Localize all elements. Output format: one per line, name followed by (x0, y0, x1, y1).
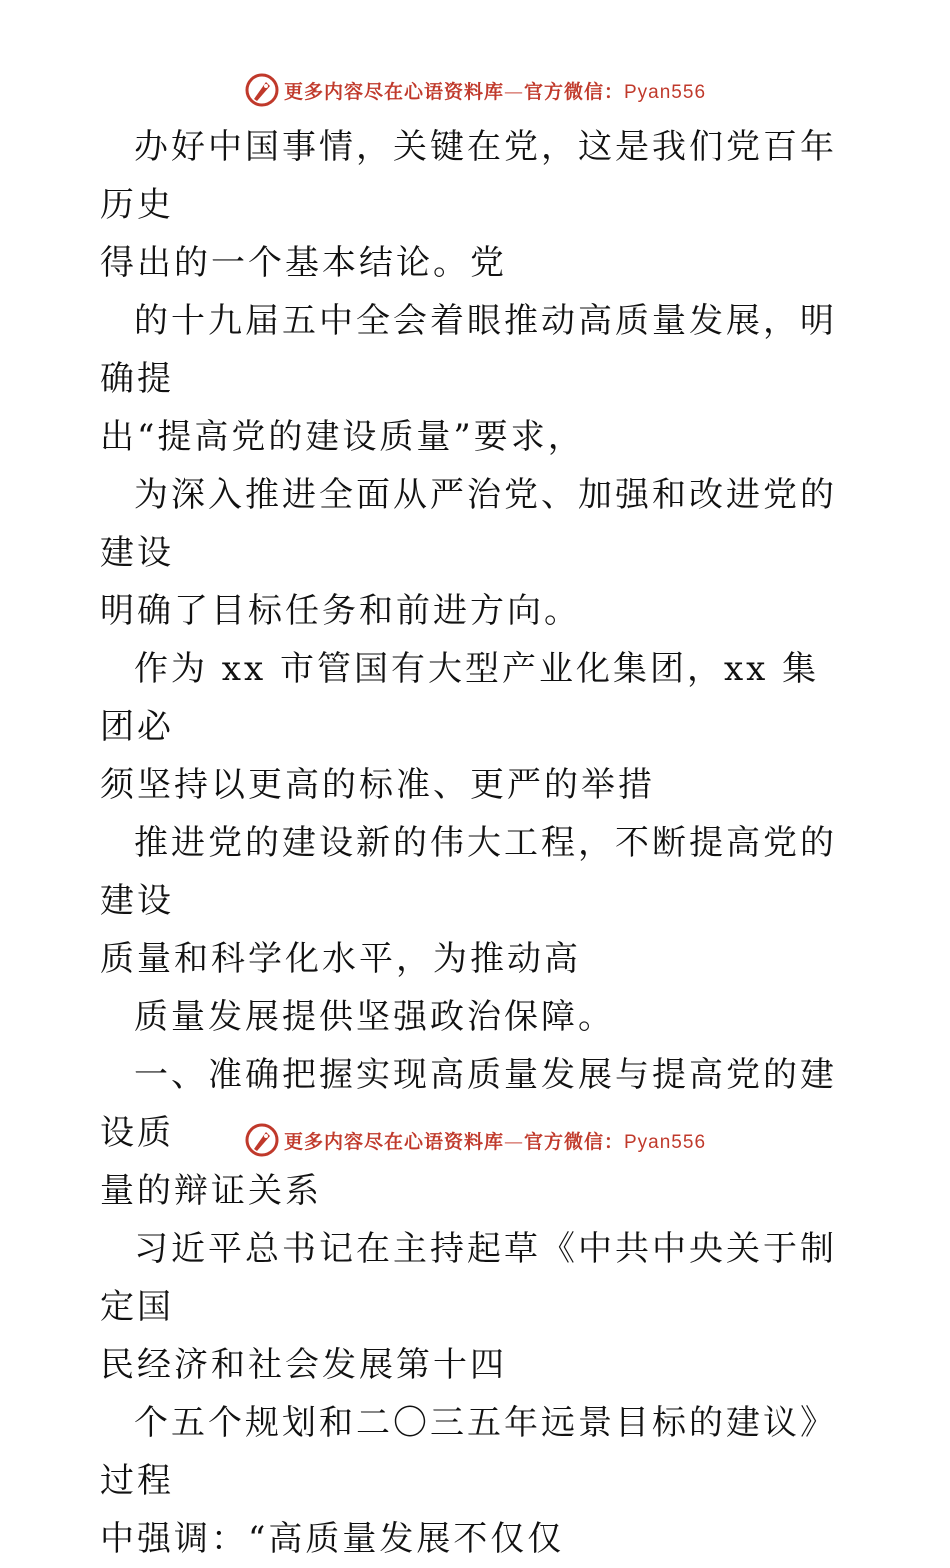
text-line: 作为 xx 市管国有大型产业化集团，xx 集团必 (100, 649, 820, 747)
pen-nib-circle-icon (244, 72, 280, 108)
watermark-wechat-id: Pyan556 (624, 1131, 707, 1153)
paragraph (100, 640, 855, 814)
text-line: 办好中国事情，关键在党，这是我们党百年历史 (100, 127, 837, 225)
watermark-text (284, 77, 706, 104)
text-line: 明确了目标任务和前进方向。 (100, 591, 581, 631)
text-line: 质量和科学化水平，为推动高 (100, 939, 581, 979)
watermark-brand: 更多内容尽在心语资料库 (283, 80, 504, 103)
paragraph (100, 988, 855, 1046)
text-line: 推进党的建设新的伟大工程，不断提高党的建设 (100, 823, 837, 921)
paragraph (100, 118, 855, 292)
text-line: 个五个规划和二〇三五年远景目标的建议》过程 (100, 1403, 837, 1501)
text-line: 得出的一个基本结论。党 (100, 243, 507, 283)
paragraph (100, 292, 855, 466)
text-line: 民经济和社会发展第十四 (100, 1345, 507, 1385)
footer-watermark (0, 1120, 950, 1160)
text-line: 习近平总书记在主持起草《中共中央关于制定国 (100, 1229, 837, 1327)
paragraph (100, 814, 855, 988)
watermark-text (284, 1127, 706, 1154)
text-line: 的十九届五中全会着眼推动高质量发展，明确提 (100, 301, 837, 399)
text-line: 须坚持以更高的标准、更严的举措 (100, 765, 655, 805)
watermark-brand: 更多内容尽在心语资料库 (283, 1130, 504, 1153)
text-line: 出“提高党的建设质量”要求， (100, 417, 585, 457)
watermark-wechat-label: 官方微信： (523, 80, 624, 103)
watermark-dash: — (503, 1130, 524, 1153)
text-line: 量的辩证关系 (100, 1171, 322, 1211)
text-line: 质量发展提供坚强政治保障。 (134, 997, 615, 1037)
watermark-wechat-id: Pyan556 (624, 81, 707, 103)
paragraph (100, 1220, 855, 1394)
paragraph (100, 466, 855, 640)
header-watermark (0, 70, 950, 110)
pen-nib-circle-icon (244, 1122, 280, 1158)
paragraph (100, 1394, 855, 1568)
text-line: 一、准确把握实现高质量发展与提高党的建设质 (100, 1055, 837, 1153)
document-body (100, 118, 855, 1568)
watermark-dash: — (503, 80, 524, 103)
text-line: 为深入推进全面从严治党、加强和改进党的建设 (100, 475, 837, 573)
watermark-wechat-label: 官方微信： (523, 1130, 624, 1153)
text-line: 中强调：“高质量发展不仅仅 (100, 1519, 565, 1559)
